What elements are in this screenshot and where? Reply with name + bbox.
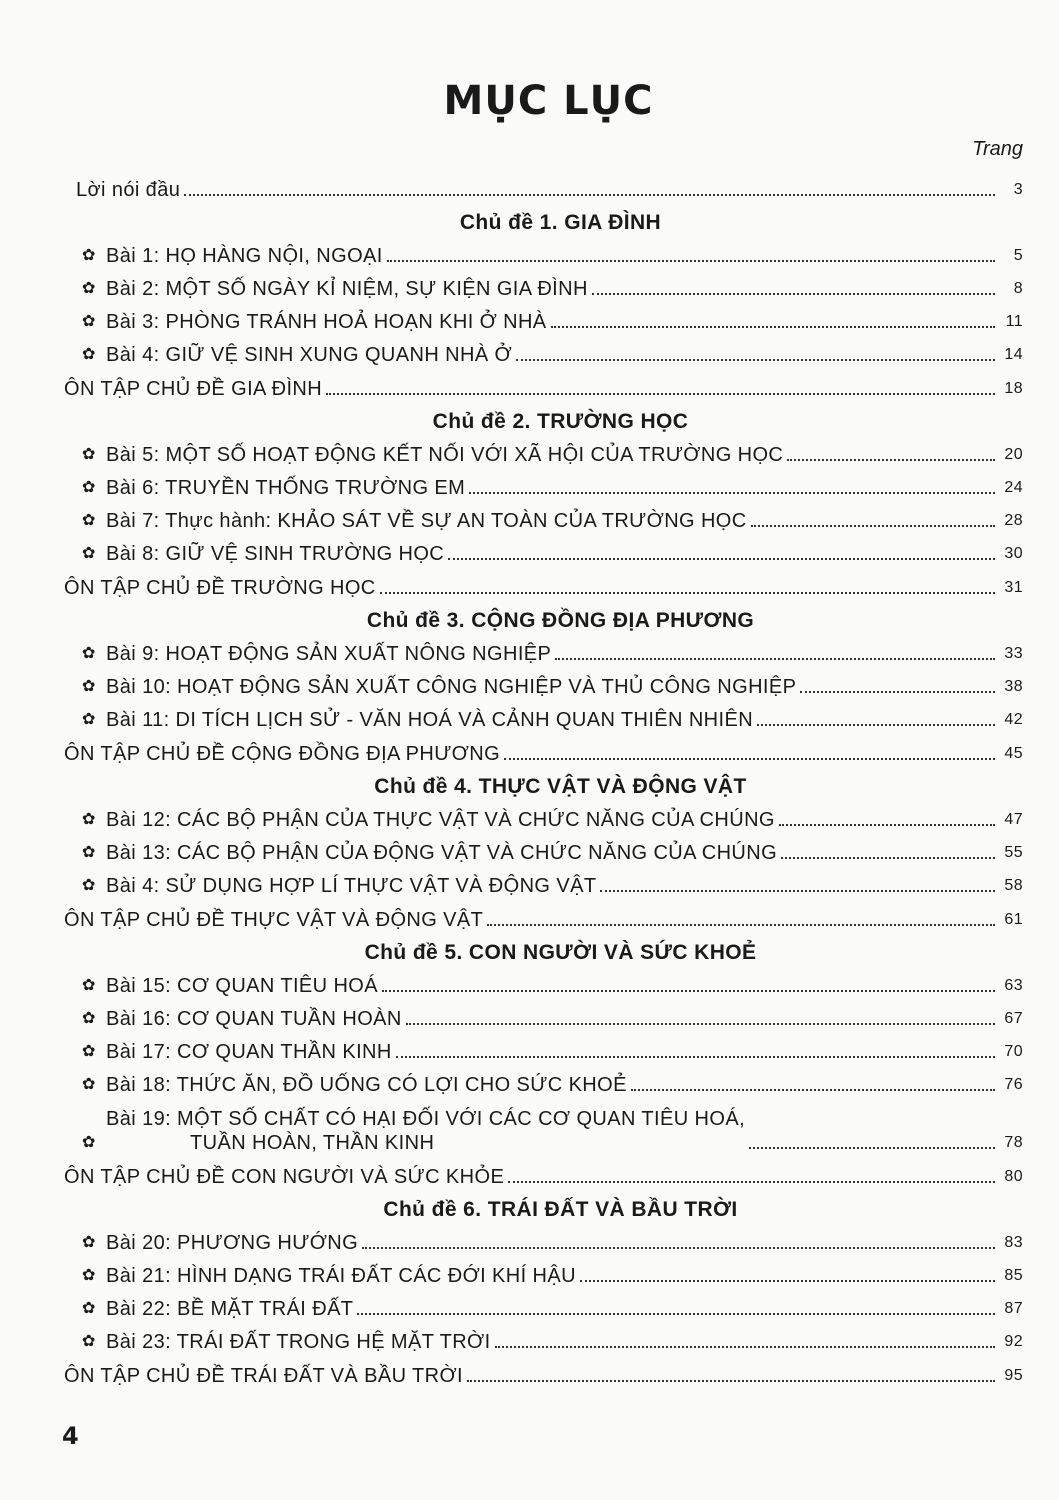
toc-page-number: 28 xyxy=(1004,512,1023,529)
flower-bullet-icon: ✿ xyxy=(82,844,96,861)
dot-leader xyxy=(749,1147,995,1149)
flower-bullet-icon: ✿ xyxy=(82,877,96,894)
toc-entry-text: Bài 10: HOẠT ĐỘNG SẢN XUẤT CÔNG NGHIỆP VÀ THỦ CÔNG NGHIỆP xyxy=(106,676,797,698)
flower-bullet-icon: ✿ xyxy=(82,678,96,695)
toc-entry-text: Bài 4: GIỮ VỆ SINH XUNG QUANH NHÀ Ở xyxy=(106,344,513,366)
toc-entry-review[interactable] xyxy=(60,367,1023,401)
toc-page-number: 78 xyxy=(1004,1134,1023,1151)
toc-page-number: 24 xyxy=(1004,479,1023,496)
toc-entry-lesson[interactable] xyxy=(60,235,1023,268)
toc-entry-text: ÔN TẬP CHỦ ĐỀ TRƯỜNG HỌC xyxy=(64,577,376,599)
toc-entry-lesson[interactable] xyxy=(60,1222,1023,1255)
dot-leader xyxy=(787,459,995,461)
dot-leader xyxy=(362,1247,995,1249)
toc-page-number: 92 xyxy=(1004,1333,1023,1350)
toc-entry-text xyxy=(106,1107,745,1155)
dot-leader xyxy=(631,1089,995,1091)
toc-entry-lesson[interactable] xyxy=(60,533,1023,566)
toc-entry-text: ÔN TẬP CHỦ ĐỀ GIA ĐÌNH xyxy=(64,378,323,400)
toc-entry-text: Bài 22: BỀ MẶT TRÁI ĐẤT xyxy=(106,1298,354,1320)
toc-entry-lesson[interactable] xyxy=(60,699,1023,732)
section-heading: Chủ đề 2. TRƯỜNG HỌC xyxy=(432,410,689,433)
dot-leader xyxy=(516,359,995,361)
toc-page-number: 30 xyxy=(1004,545,1023,562)
dot-leader xyxy=(592,293,995,295)
flower-bullet-icon: ✿ xyxy=(82,711,96,728)
toc-page-number: 3 xyxy=(1013,181,1023,198)
dot-leader xyxy=(580,1280,995,1282)
toc-entry-review[interactable] xyxy=(60,1354,1023,1388)
toc-entry-lesson[interactable] xyxy=(60,998,1023,1031)
flower-bullet-icon: ✿ xyxy=(82,1267,96,1284)
toc-entry-lesson[interactable] xyxy=(60,633,1023,666)
flower-bullet-icon: ✿ xyxy=(82,1043,96,1060)
toc-entry-review[interactable] xyxy=(60,732,1023,766)
toc-entry-lesson[interactable] xyxy=(60,301,1023,334)
flower-bullet-icon: ✿ xyxy=(82,1333,96,1350)
flower-bullet-icon: ✿ xyxy=(82,247,96,264)
toc-entry-text: Bài 1: HỌ HÀNG NỘI, NGOẠI xyxy=(106,245,383,267)
toc-page-number: 67 xyxy=(1004,1010,1023,1027)
toc-entry-lesson[interactable] xyxy=(60,268,1023,301)
page-title: MỤC LỤC xyxy=(443,78,654,124)
dot-leader xyxy=(757,724,995,726)
dot-leader xyxy=(487,924,995,926)
dot-leader xyxy=(508,1181,995,1183)
toc-page-number: 76 xyxy=(1004,1076,1023,1093)
toc-entry-text: Bài 23: TRÁI ĐẤT TRONG HỆ MẶT TRỜI xyxy=(106,1331,491,1353)
toc-page-number: 95 xyxy=(1004,1367,1023,1384)
flower-bullet-icon: ✿ xyxy=(82,645,96,662)
section-heading: Chủ đề 6. TRÁI ĐẤT VÀ BẦU TRỜI xyxy=(383,1198,738,1221)
toc-page-number: 80 xyxy=(1004,1168,1023,1185)
dot-leader xyxy=(751,525,995,527)
toc-page-number: 8 xyxy=(1013,280,1023,297)
dot-leader xyxy=(380,592,995,594)
toc-page-number: 14 xyxy=(1004,346,1023,363)
dot-leader xyxy=(555,658,995,660)
toc-entry-lesson[interactable] xyxy=(60,832,1023,865)
toc-entry-text: Bài 16: CƠ QUAN TUẦN HOÀN xyxy=(106,1008,402,1030)
toc-entry-lesson[interactable] xyxy=(60,1064,1023,1097)
toc-page-number: 11 xyxy=(1005,313,1023,330)
toc-entry-text: Bài 3: PHÒNG TRÁNH HOẢ HOẠN KHI Ở NHÀ xyxy=(106,311,547,333)
flower-bullet-icon: ✿ xyxy=(82,811,96,828)
toc-entry-lesson[interactable] xyxy=(60,666,1023,699)
toc-entry-lesson[interactable] xyxy=(60,1031,1023,1064)
section-heading: Chủ đề 3. CỘNG ĐỒNG ĐỊA PHƯƠNG xyxy=(366,609,755,632)
toc-page-number: 55 xyxy=(1004,844,1023,861)
toc-page-number: 5 xyxy=(1013,247,1023,264)
dot-leader xyxy=(469,492,995,494)
dot-leader xyxy=(357,1313,995,1315)
toc-page-number: 45 xyxy=(1004,745,1023,762)
dot-leader xyxy=(406,1023,995,1025)
toc-entry-lesson[interactable] xyxy=(60,1255,1023,1288)
dot-leader xyxy=(448,558,995,560)
flower-bullet-icon: ✿ xyxy=(82,479,96,496)
dot-leader xyxy=(495,1346,995,1348)
toc-entry-text: Bài 2: MỘT SỐ NGÀY KỈ NIỆM, SỰ KIỆN GIA ĐÌNH xyxy=(106,278,588,300)
page-column-label: Trang xyxy=(972,138,1023,160)
toc-page-number: 70 xyxy=(1004,1043,1023,1060)
toc-page-number: 47 xyxy=(1004,811,1023,828)
toc-entry-text: Bài 7: Thực hành: KHẢO SÁT VỀ SỰ AN TOÀN CỦA TRƯỜNG HỌC xyxy=(106,510,747,532)
toc-entry-text: ÔN TẬP CHỦ ĐỀ TRÁI ĐẤT VÀ BẦU TRỜI xyxy=(64,1365,463,1387)
dot-leader xyxy=(800,691,995,693)
toc-entry-lesson[interactable] xyxy=(60,434,1023,467)
dot-leader xyxy=(396,1056,995,1058)
toc-entry-lesson[interactable] xyxy=(60,799,1023,832)
toc-page-number: 38 xyxy=(1004,678,1023,695)
toc-entry-text: Bài 8: GIỮ VỆ SINH TRƯỜNG HỌC xyxy=(106,543,445,565)
toc-entry-lesson[interactable] xyxy=(60,965,1023,998)
toc-entry-text: ÔN TẬP CHỦ ĐỀ CON NGƯỜI VÀ SỨC KHỎE xyxy=(64,1166,505,1188)
toc-entry-text: Bài 18: THỨC ĂN, ĐỒ UỐNG CÓ LỢI CHO SỨC KHOẺ xyxy=(106,1074,627,1096)
toc-entry-lesson[interactable] xyxy=(60,334,1023,367)
flower-bullet-icon: ✿ xyxy=(82,1234,96,1251)
toc-entry-lesson[interactable] xyxy=(60,865,1023,898)
dot-leader xyxy=(382,990,995,992)
toc-page-number: 20 xyxy=(1004,446,1023,463)
toc-entry-lesson[interactable] xyxy=(60,500,1023,533)
dot-leader xyxy=(779,824,995,826)
toc-page-number: 85 xyxy=(1004,1267,1023,1284)
section-heading: Chủ đề 1. GIA ĐÌNH xyxy=(459,211,662,234)
dot-leader xyxy=(551,326,995,328)
dot-leader xyxy=(467,1380,995,1382)
toc-entry-text: Bài 13: CÁC BỘ PHẬN CỦA ĐỘNG VẬT VÀ CHỨC NĂNG CỦA CHÚNG xyxy=(106,842,778,864)
page-number: 4 xyxy=(62,1422,79,1450)
toc-page-number: 42 xyxy=(1004,711,1023,728)
toc-entry-lesson[interactable] xyxy=(60,1321,1023,1354)
toc-page-number: 61 xyxy=(1004,911,1023,928)
toc-entry-lesson[interactable] xyxy=(60,1097,1023,1155)
dot-leader xyxy=(387,260,995,262)
toc-page-number: 63 xyxy=(1004,977,1023,994)
flower-bullet-icon: ✿ xyxy=(82,1076,96,1093)
section-heading: Chủ đề 4. THỰC VẬT VÀ ĐỘNG VẬT xyxy=(374,775,747,798)
dot-leader xyxy=(326,393,995,395)
toc-entry-text: Bài 6: TRUYỀN THỐNG TRƯỜNG EM xyxy=(106,477,466,499)
flower-bullet-icon: ✿ xyxy=(82,1010,96,1027)
dot-leader xyxy=(600,890,995,892)
toc-page-number: 33 xyxy=(1004,645,1023,662)
toc-entry-review[interactable] xyxy=(60,898,1023,932)
toc-entry-text: Lời nói đầu xyxy=(76,179,181,201)
flower-bullet-icon: ✿ xyxy=(82,512,96,529)
flower-bullet-icon: ✿ xyxy=(82,977,96,994)
flower-bullet-icon: ✿ xyxy=(82,545,96,562)
toc-page-number: 87 xyxy=(1004,1300,1023,1317)
flower-bullet-icon: ✿ xyxy=(82,313,96,330)
dot-leader xyxy=(504,758,995,760)
toc-entry-text: ÔN TẬP CHỦ ĐỀ CỘNG ĐỒNG ĐỊA PHƯƠNG xyxy=(64,743,501,765)
toc-entry-review[interactable] xyxy=(60,566,1023,600)
toc-entry-text: Bài 15: CƠ QUAN TIÊU HOÁ xyxy=(106,975,379,997)
flower-bullet-icon: ✿ xyxy=(82,1300,96,1317)
toc-entry-text: Bài 12: CÁC BỘ PHẬN CỦA THỰC VẬT VÀ CHỨC NĂNG CỦA CHÚNG xyxy=(106,809,775,831)
dot-leader xyxy=(781,857,995,859)
flower-bullet-icon: ✿ xyxy=(82,280,96,297)
toc-page-number: 58 xyxy=(1004,877,1023,894)
dot-leader xyxy=(184,194,995,196)
toc-entry-lesson[interactable] xyxy=(60,467,1023,500)
flower-bullet-icon: ✿ xyxy=(82,1134,96,1151)
toc-entry-text: Bài 9: HOẠT ĐỘNG SẢN XUẤT NÔNG NGHIỆP xyxy=(106,643,552,665)
toc-entry-text-line1: Bài 19: MỘT SỐ CHẤT CÓ HẠI ĐỐI VỚI CÁC CƠ QUAN TIÊU HOÁ, xyxy=(106,1108,746,1130)
toc-entry-text: ÔN TẬP CHỦ ĐỀ THỰC VẬT VÀ ĐỘNG VẬT xyxy=(64,909,484,931)
flower-bullet-icon: ✿ xyxy=(82,446,96,463)
table-of-contents xyxy=(60,170,1023,1388)
toc-entry-text-line2: TUẦN HOÀN, THẦN KINH xyxy=(190,1132,435,1154)
flower-bullet-icon: ✿ xyxy=(82,346,96,363)
toc-entry-intro[interactable] xyxy=(60,170,1023,202)
toc-page-number: 18 xyxy=(1004,380,1023,397)
toc-entry-lesson[interactable] xyxy=(60,1288,1023,1321)
toc-entry-text: Bài 5: MỘT SỐ HOẠT ĐỘNG KẾT NỐI VỚI XÃ HỘI CỦA TRƯỜNG HỌC xyxy=(106,444,784,466)
toc-entry-review[interactable] xyxy=(60,1155,1023,1189)
toc-entry-text: Bài 20: PHƯƠNG HƯỚNG xyxy=(106,1232,359,1254)
toc-entry-text: Bài 17: CƠ QUAN THẦN KINH xyxy=(106,1041,392,1063)
toc-entry-text: Bài 21: HÌNH DẠNG TRÁI ĐẤT CÁC ĐỚI KHÍ HẬU xyxy=(106,1265,576,1287)
toc-page-number: 83 xyxy=(1004,1234,1023,1251)
toc-entry-text: Bài 4: SỬ DỤNG HỢP LÍ THỰC VẬT VÀ ĐỘNG VẬT xyxy=(106,875,597,897)
section-heading: Chủ đề 5. CON NGƯỜI VÀ SỨC KHOẺ xyxy=(364,941,757,964)
toc-page-number: 31 xyxy=(1004,579,1023,596)
toc-entry-text: Bài 11: DI TÍCH LỊCH SỬ - VĂN HOÁ VÀ CẢNH QUAN THIÊN NHIÊN xyxy=(106,709,754,731)
